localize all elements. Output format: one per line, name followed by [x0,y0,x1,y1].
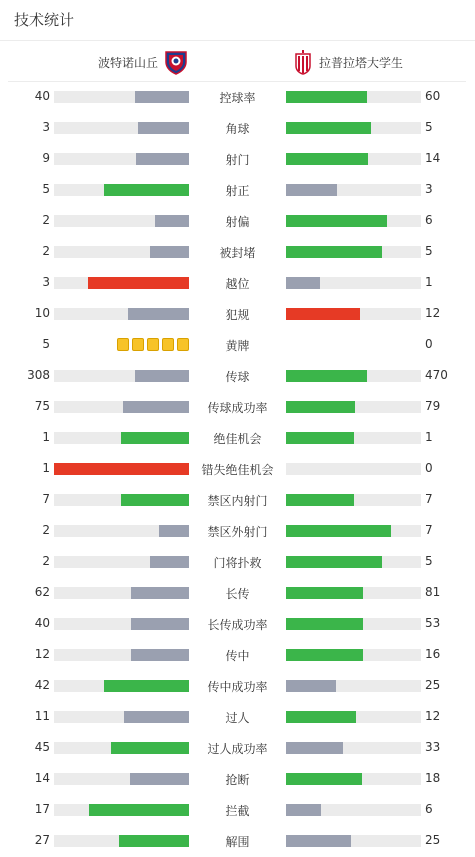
home-bar [54,494,189,506]
home-bar [54,556,189,568]
stat-label: 犯规 [225,308,250,322]
stat-label: 传中成功率 [207,680,268,694]
home-bar-fill [135,370,189,382]
away-bar-fill [286,773,362,785]
away-bar-fill [286,556,382,568]
stat-row [0,149,475,169]
away-bar-fill [286,804,321,816]
home-value: 1 [42,461,50,475]
away-bar [286,711,421,723]
home-value: 1 [42,430,50,444]
home-bar-fill [128,308,189,320]
home-bar [54,246,189,258]
stat-row [0,769,475,789]
home-bar-fill [138,122,189,134]
stat-row [0,552,475,572]
away-value: 5 [425,554,433,568]
home-bar [54,91,189,103]
away-bar-fill [286,649,363,661]
away-value: 7 [425,492,433,506]
away-value: 12 [425,709,441,723]
away-value: 12 [425,306,441,320]
home-bar [54,370,189,382]
home-bar [54,649,189,661]
stat-row [0,304,475,324]
away-bar-fill [286,494,354,506]
away-bar-fill [286,835,351,847]
stat-row [0,738,475,758]
away-bar [286,835,421,847]
stat-row [0,242,475,262]
away-value: 6 [425,802,433,816]
stat-row [0,180,475,200]
away-value: 16 [425,647,441,661]
away-team-name: 拉普拉塔大学生 [319,55,404,70]
away-bar-fill [286,153,368,165]
stat-label: 被封堵 [219,246,256,260]
stat-row [0,645,475,665]
home-bar [54,277,189,289]
home-bar-fill [104,184,189,196]
stat-label: 传球成功率 [207,401,268,415]
home-bar-fill [159,525,189,537]
home-bar-fill [54,463,189,475]
home-bar [54,122,189,134]
home-bar-fill [130,773,189,785]
home-bar-fill [121,494,189,506]
away-value: 81 [425,585,441,599]
away-value: 3 [425,182,433,196]
stat-label: 角球 [225,122,250,136]
home-bar [54,153,189,165]
away-bar [286,773,421,785]
away-bar [286,91,421,103]
away-bar [286,742,421,754]
yellow-card-icon [177,338,189,351]
home-bar [54,711,189,723]
home-bar-fill [131,587,189,599]
home-bar-fill [111,742,189,754]
home-bar-fill [136,153,189,165]
stat-row [0,614,475,634]
away-value: 470 [425,368,448,382]
stat-row [0,676,475,696]
home-value: 2 [42,523,50,537]
teams-divider [8,81,466,82]
away-value: 0 [425,337,433,351]
away-bar-fill [286,711,356,723]
away-value: 0 [425,461,433,475]
stat-label: 传球 [225,370,250,384]
home-bar [54,401,189,413]
away-value: 6 [425,213,433,227]
stat-label: 射正 [225,184,250,198]
home-team-crest-icon [163,49,189,75]
stat-row [0,800,475,820]
home-value: 45 [34,740,50,754]
stat-label: 过人成功率 [207,742,268,756]
stat-row [0,490,475,510]
home-bar [54,184,189,196]
stat-label: 绝佳机会 [213,432,262,446]
stat-label: 控球率 [219,91,256,105]
away-value: 7 [425,523,433,537]
home-value: 12 [34,647,50,661]
home-bar [54,432,189,444]
home-bar-fill [104,680,189,692]
away-value: 25 [425,833,441,847]
away-bar-fill [286,432,354,444]
stat-label: 长传 [225,587,250,601]
away-bar [286,463,421,475]
home-value: 17 [34,802,50,816]
home-team-name: 波特诺山丘 [97,55,158,70]
away-bar-fill [286,587,363,599]
home-value: 27 [34,833,50,847]
away-value: 18 [425,771,441,785]
away-bar [286,680,421,692]
stat-row [0,397,475,417]
away-team-crest-icon [293,49,313,75]
stat-row [0,87,475,107]
stat-row [0,366,475,386]
home-value: 3 [42,120,50,134]
home-value: 14 [34,771,50,785]
home-bar [54,742,189,754]
home-value: 7 [42,492,50,506]
away-bar [286,153,421,165]
home-value: 2 [42,244,50,258]
yellow-card-icon [147,338,159,351]
away-bar [286,308,421,320]
away-bar [286,618,421,630]
stat-label: 射偏 [225,215,250,229]
home-bar [54,587,189,599]
yellow-card-icon [117,338,129,351]
home-bar-fill [155,215,189,227]
away-bar [286,122,421,134]
home-value: 5 [42,182,50,196]
home-value: 5 [42,337,50,351]
away-bar [286,246,421,258]
stat-label: 射门 [225,153,250,167]
away-value: 14 [425,151,441,165]
stat-label: 禁区内射门 [207,494,268,508]
away-bar [286,525,421,537]
stat-row [0,831,475,851]
home-bar [54,773,189,785]
stat-row [0,428,475,448]
stat-row [0,459,475,479]
home-value: 308 [27,368,50,382]
home-value: 75 [34,399,50,413]
away-bar [286,649,421,661]
home-bar-fill [150,246,189,258]
away-bar-fill [286,215,387,227]
away-value: 53 [425,616,441,630]
home-bar-fill [150,556,189,568]
stat-row [0,707,475,727]
away-value: 5 [425,244,433,258]
home-value: 3 [42,275,50,289]
stat-row [0,521,475,541]
away-bar-fill [286,184,337,196]
away-bar-fill [286,122,371,134]
stat-label: 拦截 [225,804,250,818]
yellow-card-icon [162,338,174,351]
home-bar-fill [124,711,189,723]
home-bar [54,680,189,692]
away-bar [286,556,421,568]
away-value: 1 [425,430,433,444]
home-value: 40 [34,616,50,630]
stat-row [0,211,475,231]
home-bar-fill [88,277,189,289]
stat-row [0,583,475,603]
home-value: 62 [34,585,50,599]
away-value: 1 [425,275,433,289]
stat-row [0,273,475,293]
away-bar-fill [286,618,363,630]
away-bar-fill [286,246,382,258]
home-team[interactable] [98,49,189,75]
stat-label: 解围 [225,835,250,849]
away-bar [286,215,421,227]
stat-label: 过人 [225,711,250,725]
stat-label: 传中 [225,649,250,663]
away-bar [286,587,421,599]
stat-label: 黄牌 [225,339,250,353]
home-bar-fill [119,835,189,847]
away-bar [286,432,421,444]
stat-label: 门将扑救 [213,556,262,570]
home-value: 2 [42,213,50,227]
away-bar-fill [286,91,367,103]
away-bar-fill [286,277,320,289]
away-bar [286,370,421,382]
away-bar [286,401,421,413]
away-bar-fill [286,370,367,382]
stat-label: 禁区外射门 [207,525,268,539]
home-bar-fill [135,91,189,103]
yellow-cards [117,338,189,351]
stat-label: 抢断 [225,773,250,787]
home-bar [54,618,189,630]
away-bar [286,184,421,196]
away-bar-fill [286,401,355,413]
home-bar [54,463,189,475]
home-value: 40 [34,89,50,103]
home-bar [54,215,189,227]
home-value: 11 [34,709,50,723]
header-divider [0,40,475,41]
page-title: 技术统计 [14,11,75,29]
away-bar [286,277,421,289]
home-value: 10 [34,306,50,320]
stat-label: 越位 [225,277,250,291]
home-bar [54,525,189,537]
away-bar [286,804,421,816]
away-value: 33 [425,740,441,754]
away-value: 25 [425,678,441,692]
home-bar [54,308,189,320]
home-bar-fill [131,618,189,630]
away-value: 79 [425,399,441,413]
away-bar [286,494,421,506]
away-team[interactable] [293,49,403,75]
away-bar-fill [286,525,391,537]
away-value: 5 [425,120,433,134]
home-value: 9 [42,151,50,165]
stat-label: 长传成功率 [207,618,268,632]
away-bar-fill [286,680,336,692]
stat-label: 错失绝佳机会 [201,463,274,477]
home-bar-fill [123,401,189,413]
away-bar-fill [286,308,360,320]
home-value: 42 [34,678,50,692]
home-bar-fill [121,432,189,444]
home-bar [54,835,189,847]
home-bar [54,804,189,816]
yellow-card-icon [132,338,144,351]
home-bar-fill [89,804,189,816]
stat-row [0,335,475,355]
away-bar-fill [286,742,343,754]
home-value: 2 [42,554,50,568]
away-value: 60 [425,89,441,103]
home-bar-fill [131,649,189,661]
stat-row [0,118,475,138]
